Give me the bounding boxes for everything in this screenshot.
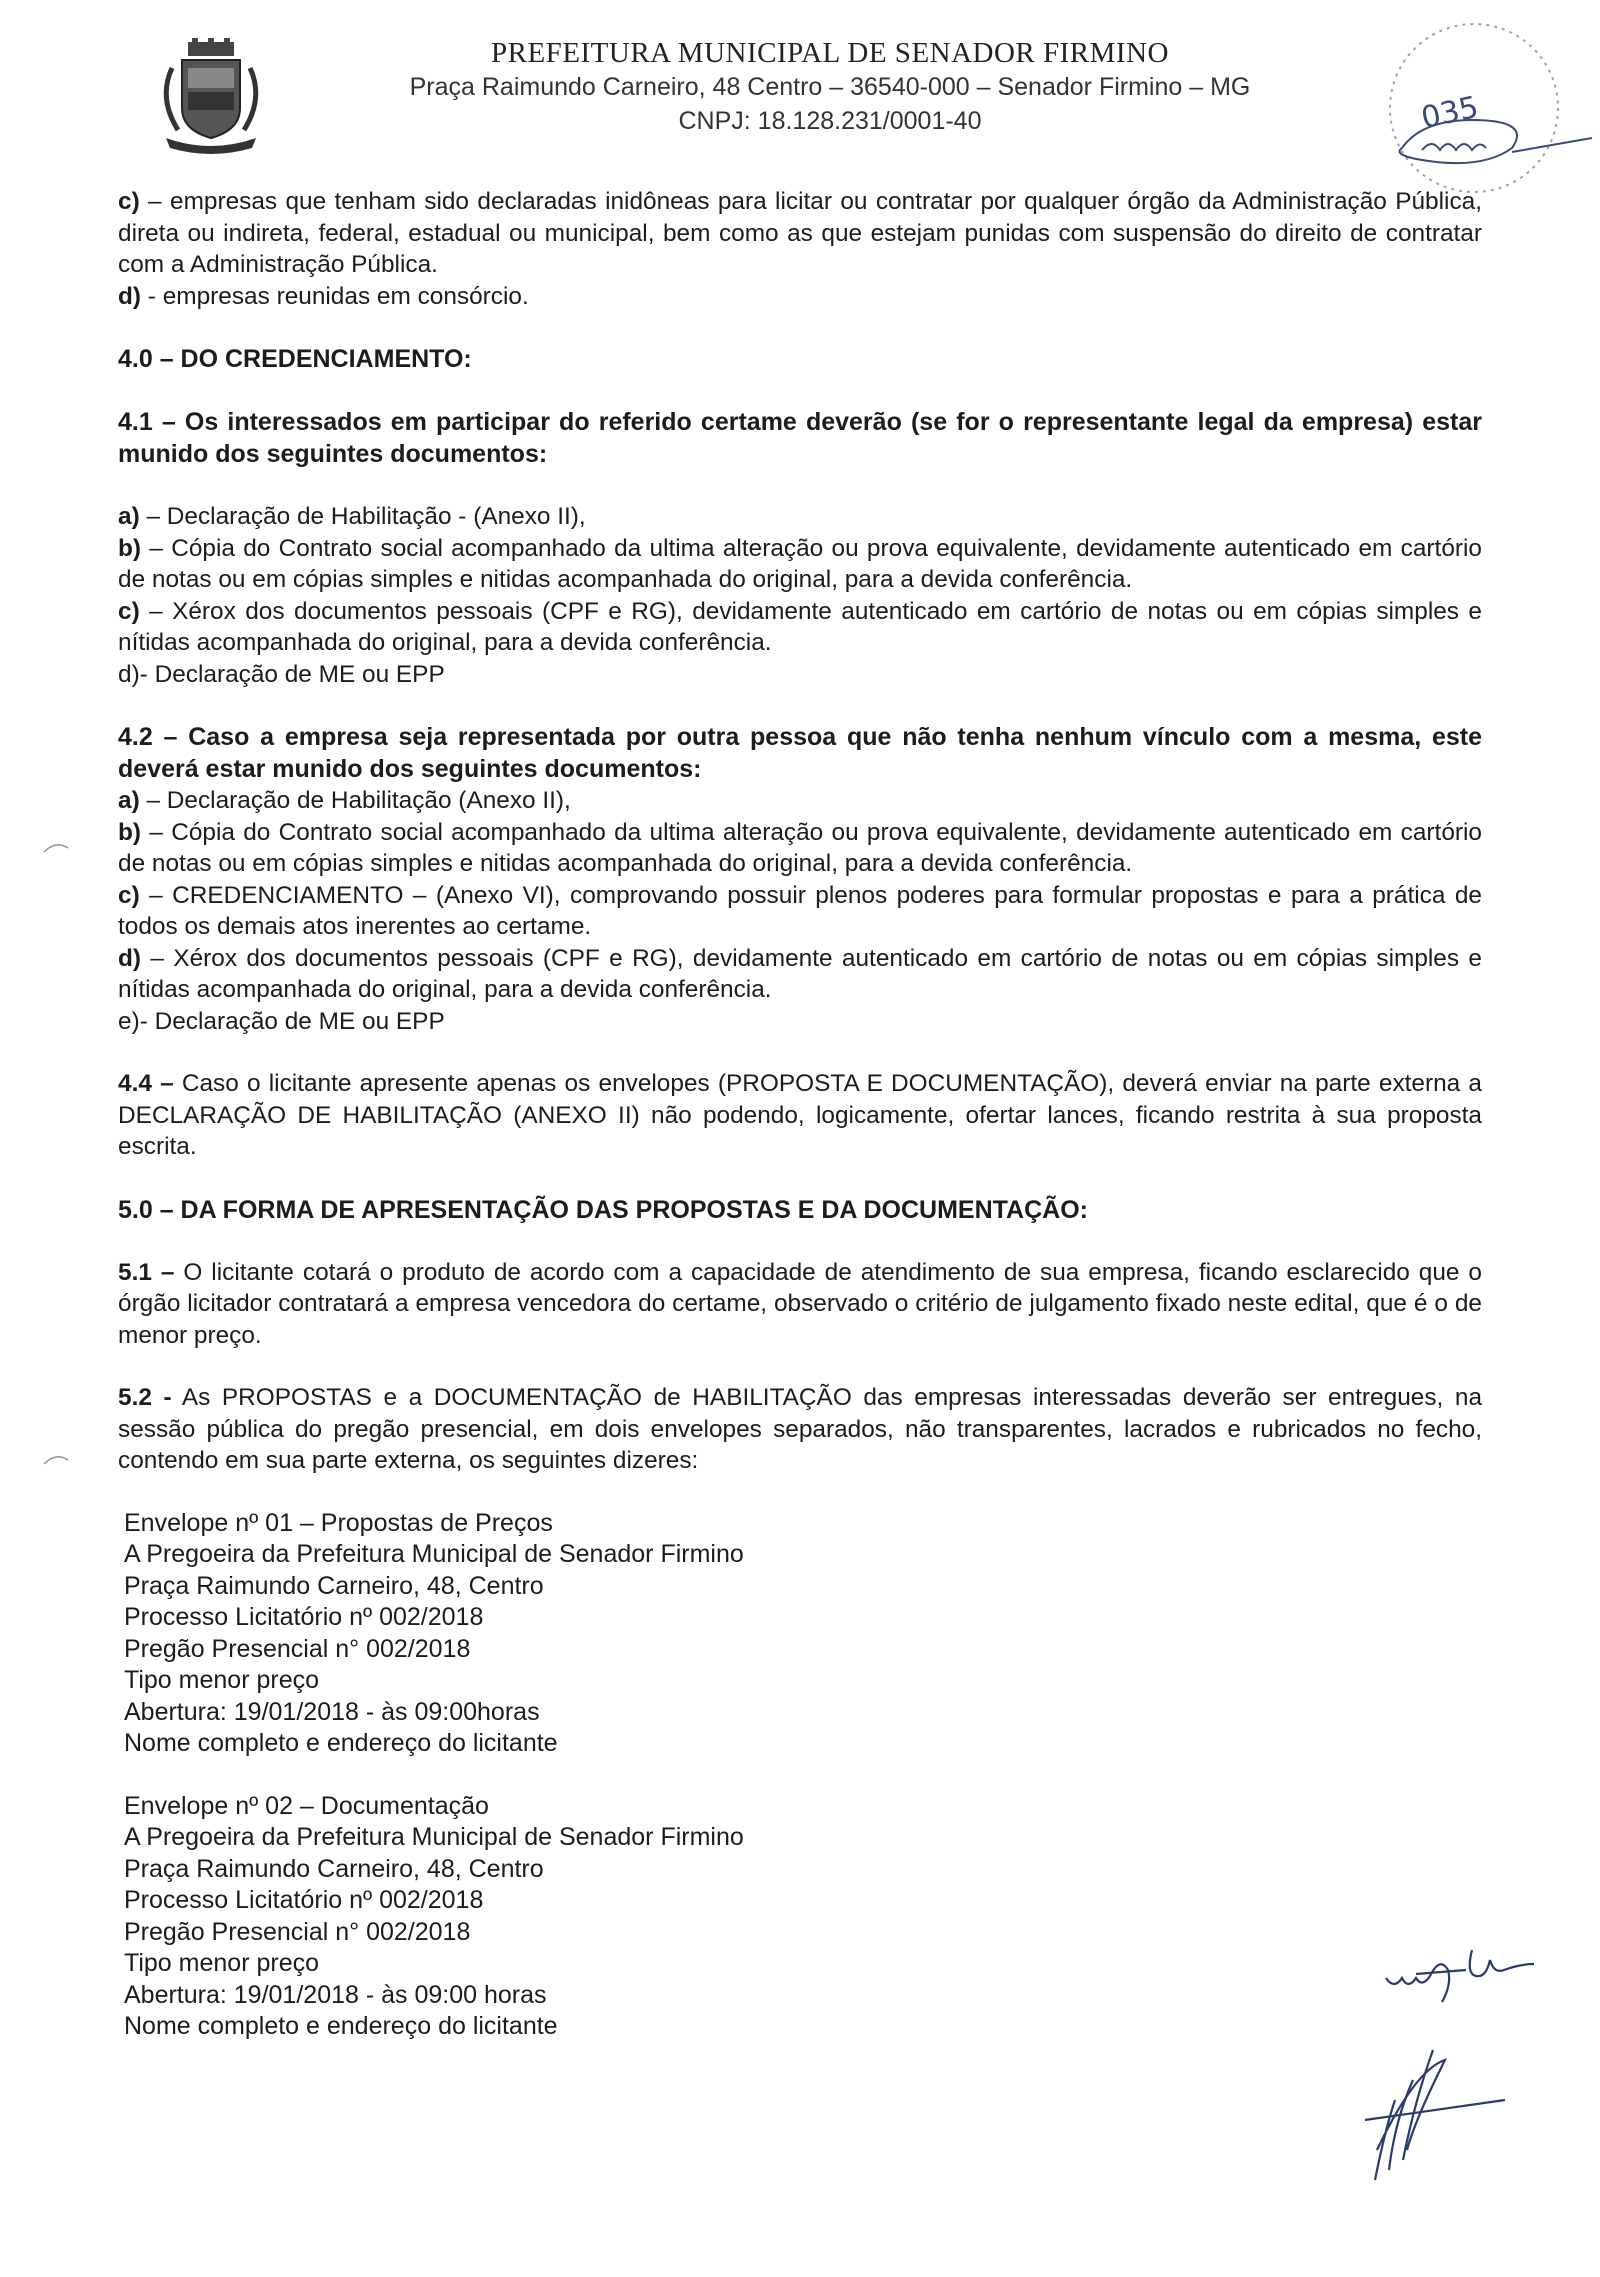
envelope-1-line: Abertura: 19/01/2018 - às 09:00horas [124,1697,540,1726]
envelope-2-line: Pregão Presencial n° 002/2018 [124,1917,471,1946]
envelope-2-line: Nome completo e endereço do licitante [124,2012,558,2040]
clause-3d-text: - empresas reunidas em consórcio. [141,282,529,310]
clause-4-1-c-text: – Xérox dos documentos pessoais (CPF e RG), devidamente autenticado em cartório de notas ou em cópias simples e nítidas acompanhada do original, para a devida conferência. [118,597,1482,656]
clause-4-2-c [118,880,1482,943]
clause-4-4-text: Caso o licitante apresente apenas os envelopes (PROPOSTA E DOCUMENTAÇÃO), deverá enviar na parte externa a DECLARAÇÃO DE HABILITAÇÃO (ANEXO II) não podendo, logicamente, ofertar lances, ficando restrita à sua proposta escrita. [118,1070,1482,1160]
clause-3d-label: d) [118,282,142,310]
envelope-1-line: A Pregoeira da Prefeitura Municipal de Senador Firmino [124,1540,744,1568]
clause-4-2-c-label: c) [118,881,140,909]
envelope-2-line: A Pregoeira da Prefeitura Municipal de Senador Firmino [124,1823,744,1851]
envelope-1-line: Processo Licitatório nº 002/2018 [124,1603,484,1631]
municipal-crest-logo [152,38,270,158]
letterhead [330,36,1330,138]
clause-3c-label: c) [118,188,140,215]
envelope-1-line: Tipo menor preço [124,1666,319,1694]
envelope-1-line: Nome completo e endereço do licitante [124,1729,558,1757]
envelope-1-line: Pregão Presencial n° 002/2018 [124,1634,471,1663]
clause-3c-text: – empresas que tenham sido declaradas inidôneas para licitar ou contratar por qualquer órgão da Administração Pública, direta ou indireta, federal, estadual ou municipal, bem como as que estejam punidas com suspensão do direito de contratar com a Administração Pública. [118,188,1482,278]
section-5-heading: 5.0 – DA FORMA DE APRESENTAÇÃO DAS PROPOSTAS E DA DOCUMENTAÇÃO: [118,1195,1088,1224]
clause-4-1-c-label: c) [118,597,140,625]
clause-4-1-b-text: – Cópia do Contrato social acompanhado da ultima alteração ou prova equivalente, devidamente autenticado em cartório de notas ou em cópias simples e nitidas acompanhada do original, para a devida conferência. [118,534,1482,593]
clause-4-2-d [118,943,1482,1006]
clause-4-1-b [118,533,1482,596]
letterhead-cnpj: CNPJ: 18.128.231/0001-40 [678,107,982,135]
clause-5-1-label: 5.1 – [118,1258,175,1286]
envelope-1-block [124,1508,1482,1760]
clause-4-1-b-label: b) [118,534,142,562]
document-body [118,186,1482,2043]
clause-5-2-text: As PROPOSTAS e a DOCUMENTAÇÃO de HABILITAÇÃO das empresas interessadas deverão ser entregues, na sessão pública do pregão presencial, em dois envelopes separados, não transparentes, lacrados e rubricados no fecho, contendo em sua parte externa, os seguintes dizeres: [118,1384,1483,1474]
clause-4-1-d: d)- Declaração de ME ou EPP [118,660,445,688]
envelope-1-line: Envelope nº 01 – Propostas de Preços [124,1508,553,1537]
clause-4-2-a [118,785,1482,817]
clause-4-2-d-text: – Xérox dos documentos pessoais (CPF e RG), devidamente autenticado em cartório de notas ou em cópias simples e nítidas acompanhada do original, para a devida conferência. [118,944,1482,1003]
envelope-2-line: Abertura: 19/01/2018 - às 09:00 horas [124,1980,547,2009]
envelope-2-line: Processo Licitatório nº 002/2018 [124,1886,484,1914]
envelope-2-line: Envelope nº 02 – Documentação [124,1791,489,1820]
letterhead-address: Praça Raimundo Carneiro, 48 Centro – 36540-000 – Senador Firmino – MG [409,73,1251,101]
clause-5-1-text: O licitante cotará o produto de acordo com a capacidade de atendimento de sua empresa, ficando esclarecido que o órgão licitador contratará a empresa vencedora do certame, observado o critério de julgamento fixado neste edital, que é o de menor preço. [118,1258,1482,1349]
clause-5-2-label: 5.2 - [118,1384,172,1411]
clause-5-1 [118,1257,1482,1352]
clause-3d [118,281,1482,313]
envelope-2-line: Praça Raimundo Carneiro, 48, Centro [124,1854,544,1883]
envelope-2-block [124,1791,1482,2043]
clause-4-2-d-label: d) [118,944,142,972]
clause-4-1-heading: 4.1 – Os interessados em participar do referido certame deverão (se for o representante legal da empresa) estar munido dos seguintes documentos: [118,408,1482,468]
clause-4-2-heading: 4.2 – Caso a empresa seja representada por outra pessoa que não tenha nenhum vínculo com a mesma, este deverá estar munido dos seguintes documentos: [118,723,1482,783]
margin-mark [42,1452,70,1466]
handwritten-signature [1355,2040,1515,2190]
clause-4-2-e: e)- Declaração de ME ou EPP [118,1007,445,1035]
clause-4-2-c-text: – CREDENCIAMENTO – (Anexo VI), comprovando possuir plenos poderes para formular propostas e para a prática de todos os demais atos inerentes ao certame. [118,881,1482,940]
clause-4-2-b [118,817,1482,880]
clause-4-2-b-text: – Cópia do Contrato social acompanhado da ultima alteração ou prova equivalente, devidamente autenticado em cartório de notas ou em cópias simples e nitidas acompanhada do original, para a devida conferência. [118,818,1482,877]
stamp-number: 035 [1418,89,1482,137]
page-number-stamp [1362,20,1592,210]
clause-4-1-c [118,596,1482,659]
envelope-1-line: Praça Raimundo Carneiro, 48, Centro [124,1571,544,1600]
clause-4-2-a-label: a) [118,787,140,814]
clause-4-1-a-label: a) [118,503,140,530]
letterhead-title: PREFEITURA MUNICIPAL DE SENADOR FIRMINO [491,37,1169,69]
handwritten-initials [1376,1930,1576,2010]
clause-4-1-a [118,501,1482,533]
clause-4-4-label: 4.4 – [118,1070,174,1097]
clause-5-2 [118,1382,1482,1477]
section-4-heading: 4.0 – DO CREDENCIAMENTO: [118,345,472,373]
clause-4-2-b-label: b) [118,818,142,846]
clause-3c [118,186,1482,281]
envelope-2-line: Tipo menor preço [124,1949,319,1977]
clause-4-4 [118,1068,1482,1163]
margin-mark [42,840,70,854]
clause-4-1-a-text: – Declaração de Habilitação - (Anexo II), [139,503,586,530]
clause-4-2-a-text: – Declaração de Habilitação (Anexo II), [139,787,571,814]
